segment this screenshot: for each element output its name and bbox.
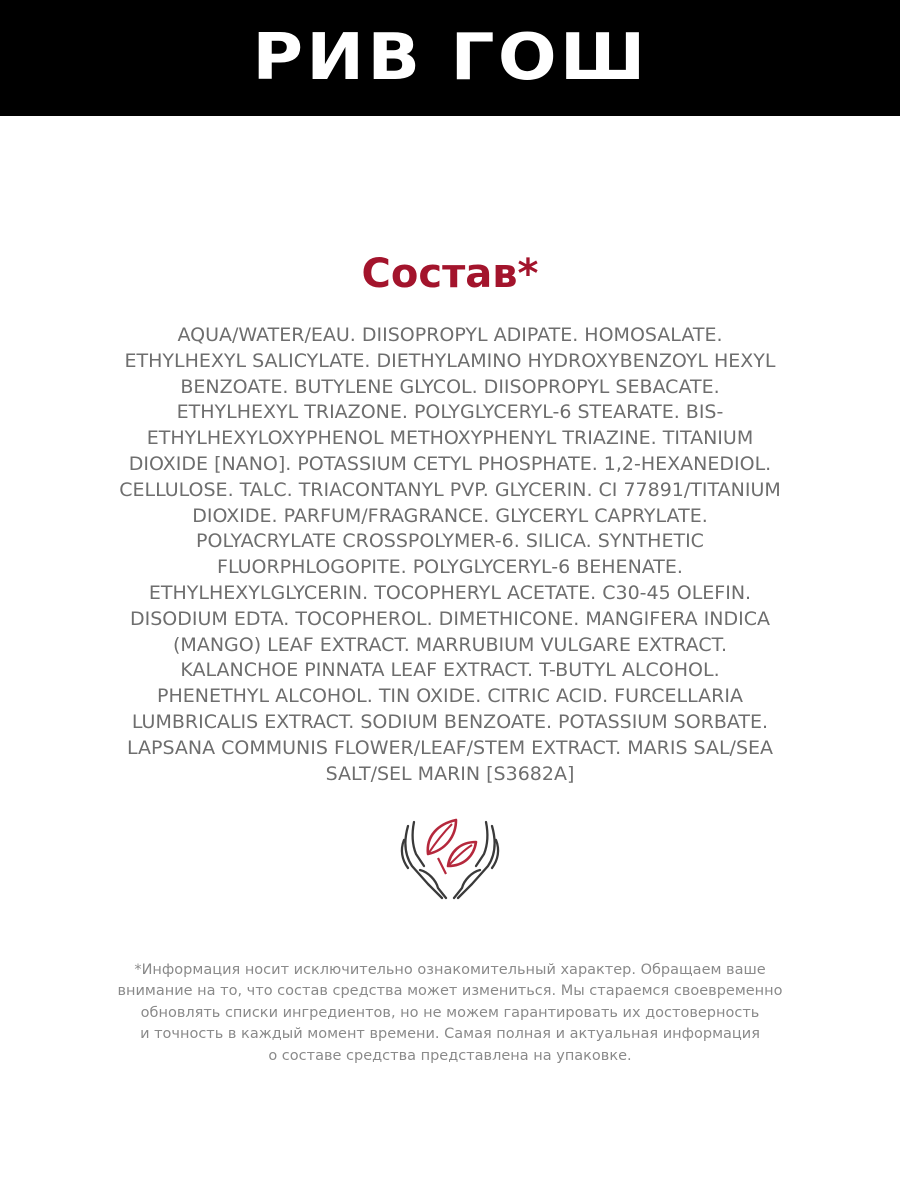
brand-logo: РИВ ГОШ bbox=[251, 21, 649, 95]
ingredients-list bbox=[40, 323, 860, 787]
ingredients-line: DISODIUM EDTA. TOCOPHEROL. DIMETHICONE. MANGIFERA INDICA bbox=[130, 607, 770, 630]
hands-with-leaves-svg bbox=[398, 814, 502, 900]
disclaimer-note bbox=[20, 960, 880, 1067]
disclaimer-line: внимание на то, что состав средства может измениться. Мы стараемся своевременно bbox=[117, 983, 783, 1000]
ingredients-line: ETHYLHEXYLOXYPHENOL METHOXYPHENYL TRIAZINE. TITANIUM bbox=[146, 427, 754, 450]
ingredients-line: AQUA/WATER/EAU. DIISOPROPYL ADIPATE. HOMOSALATE. bbox=[177, 324, 723, 346]
page-title: Состав* bbox=[361, 251, 539, 297]
ingredients-line: KALANCHOE PINNATA LEAF EXTRACT. T-BUTYL ALCOHOL. bbox=[180, 659, 720, 682]
ingredients-line: LUMBRICALIS EXTRACT. SODIUM BENZOATE. POTASSIUM SORBATE. bbox=[131, 710, 769, 733]
ingredients-line: ETHYLHEXYLGLYCERIN. TOCOPHERYL ACETATE. C30-45 OLEFIN. bbox=[148, 581, 752, 604]
ingredients-line: ETHYLHEXYL SALICYLATE. DIETHYLAMINO HYDROXYBENZOYL HEXYL bbox=[124, 349, 776, 372]
disclaimer-line: о составе средства представлена на упаковке. bbox=[268, 1047, 632, 1064]
ingredients-line: BENZOATE. BUTYLENE GLYCOL. DIISOPROPYL SEBACATE. bbox=[180, 375, 720, 398]
disclaimer-line: обновлять списки ингредиентов, но не можем гарантировать их достоверность bbox=[140, 1004, 760, 1021]
hands-with-leaves-icon bbox=[398, 814, 502, 900]
ingredients-line: POLYACRYLATE CROSSPOLYMER-6. SILICA. SYNTHETIC bbox=[196, 530, 704, 553]
ingredients-line: DIOXIDE [NANO]. POTASSIUM CETYL PHOSPHATE. 1,2-HEXANEDIOL. bbox=[128, 452, 772, 475]
disclaimer-line: *Информация носит исключительно ознакомительный характер. Обращаем ваше bbox=[134, 962, 766, 978]
ingredients-line: PHENETHYL ALCOHOL. TIN OXIDE. CITRIC ACID. FURCELLARIA bbox=[157, 685, 743, 708]
ingredients-line: SALT/SEL MARIN [S3682A] bbox=[325, 762, 575, 785]
ingredients-line: FLUORPHLOGOPITE. POLYGLYCERYL-6 BEHENATE. bbox=[217, 556, 683, 579]
ingredients-line: (MANGO) LEAF EXTRACT. MARRUBIUM VULGARE EXTRACT. bbox=[173, 633, 727, 656]
ingredients-line: ETHYLHEXYL TRIAZONE. POLYGLYCERYL-6 STEARATE. BIS- bbox=[176, 401, 724, 424]
brand-header bbox=[0, 0, 900, 116]
ingredients-line: LAPSANA COMMUNIS FLOWER/LEAF/STEM EXTRACT. MARIS SAL/SEA bbox=[126, 736, 774, 759]
ingredients-line: CELLULOSE. TALC. TRIACONTANYL PVP. GLYCERIN. CI 77891/TITANIUM bbox=[119, 478, 781, 501]
ingredients-line: DIOXIDE. PARFUM/FRAGRANCE. GLYCERYL CAPRYLATE. bbox=[192, 504, 708, 527]
disclaimer-line: и точность в каждый момент времени. Самая полная и актуальная информация bbox=[140, 1026, 760, 1043]
